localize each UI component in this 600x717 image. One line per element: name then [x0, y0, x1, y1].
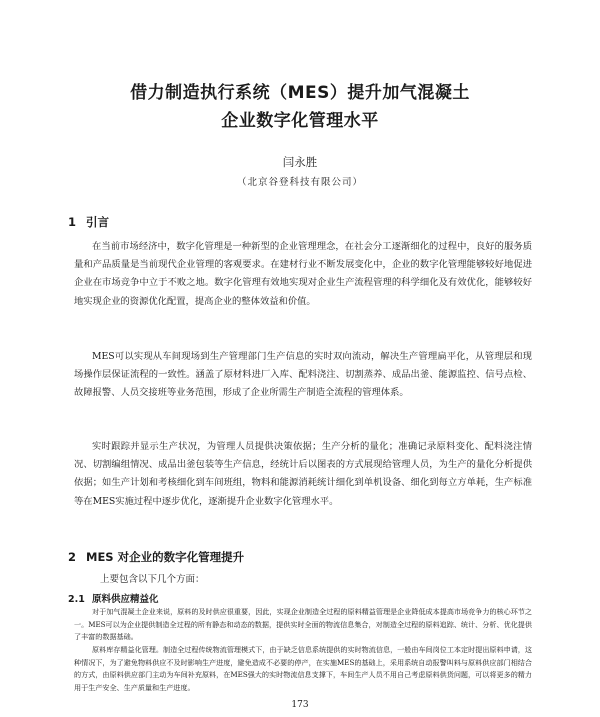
title-line-1: 借力制造执行系统（MES）提升加气混凝土 — [130, 83, 470, 103]
section-title: 引言 — [86, 215, 109, 229]
affiliation: （北京谷登科技有限公司） — [236, 177, 363, 188]
section-2-heading — [68, 549, 244, 565]
section-1-heading — [68, 214, 109, 230]
section-number: 2.1 — [68, 594, 85, 605]
title-line-2: 企业数字化管理水平 — [221, 111, 379, 131]
paragraph-2-1-a: 对于加气混凝土企业来说，原料的及时供应很重要，因此，实现企业制造全过程的原料精益管理是企业降低成本提高市场竞争力的核心环节之一。MES可以为企业提供制造全过程的所有静态和动态的数据，提供实时全面的物流信息集合，对制造全过程的原料追踪、统计、分析、优化提供了丰富的数据基础。 — [74, 607, 532, 642]
section-number: 1 — [68, 215, 77, 229]
paragraph-2-1-b: 原料库存精益化管理。制造全过程传统物流管理模式下，由于缺乏信息系统提供的实时物流信息，一般由车间岗位工本定时提出原料申请，这种情况下，为了避免物料供应不及时影响生产进度，避免造成不必要的停产，在实施MES的基础上，采用系统自动报警叫料与原料供应部门相结合的方式，由原料供应部门主动为车间补充原料，在MES强大的实时物流信息支撑下，车间生产人员不用自己考虑原料供货问题，可以将更多的精力用于生产安全、生产质量和生产进度。 — [74, 645, 532, 692]
page-number: 173 — [291, 700, 309, 710]
paragraph-lead: 上要包含以下几个方面： — [100, 574, 205, 585]
paragraph-intro-3: 实时跟踪并显示生产状况，为管理人员提供决策依据；生产分析的量化；准确记录原料变化、配料浇注情况、切割编组情况、成品出釜包装等生产信息，经统计后以图表的方式展现给管理人员，为生产的量化分析提供依据；如生产计划和考核细化到车间班组，物料和能源消耗统计细化到单机设备、细化到每立方单耗，生产标准等在MES实施过程中逐步优化，逐渐提升企业数字化管理水平。 — [74, 441, 532, 507]
section-number: 2 — [68, 550, 77, 564]
author: 闫永胜 — [282, 155, 318, 169]
paragraph-intro-2: MES可以实现从车间现场到生产管理部门生产信息的实时双向流动，解决生产管理扁平化，从管理层和现场操作层保证流程的一致性。涵盖了原材料进厂入库、配料浇注、切割蒸养、成品出釜、能源监控、信号点检、故障报警、人员交接班等业务范围，形成了企业所需生产制造全流程的管理体系。 — [74, 351, 532, 399]
section-2-1-heading — [68, 591, 159, 605]
section-title: MES 对企业的数字化管理提升 — [86, 550, 245, 564]
section-title: 原料供应精益化 — [92, 594, 159, 605]
paragraph-intro-1: 在当前市场经济中，数字化管理是一种新型的企业管理理念，在社会分工逐渐细化的过程中，良好的服务质量和产品质量是当前现代企业管理的客观要求。在建材行业不断发展变化中，企业的数字化管理能够较好地促进企业在市场竞争中立于不败之地。数字化管理有效地实现对企业生产流程管理的科学细化及有效优化，能够较好地实现企业的资源优化配置，提高企业的整体效益和价值。 — [74, 241, 532, 307]
